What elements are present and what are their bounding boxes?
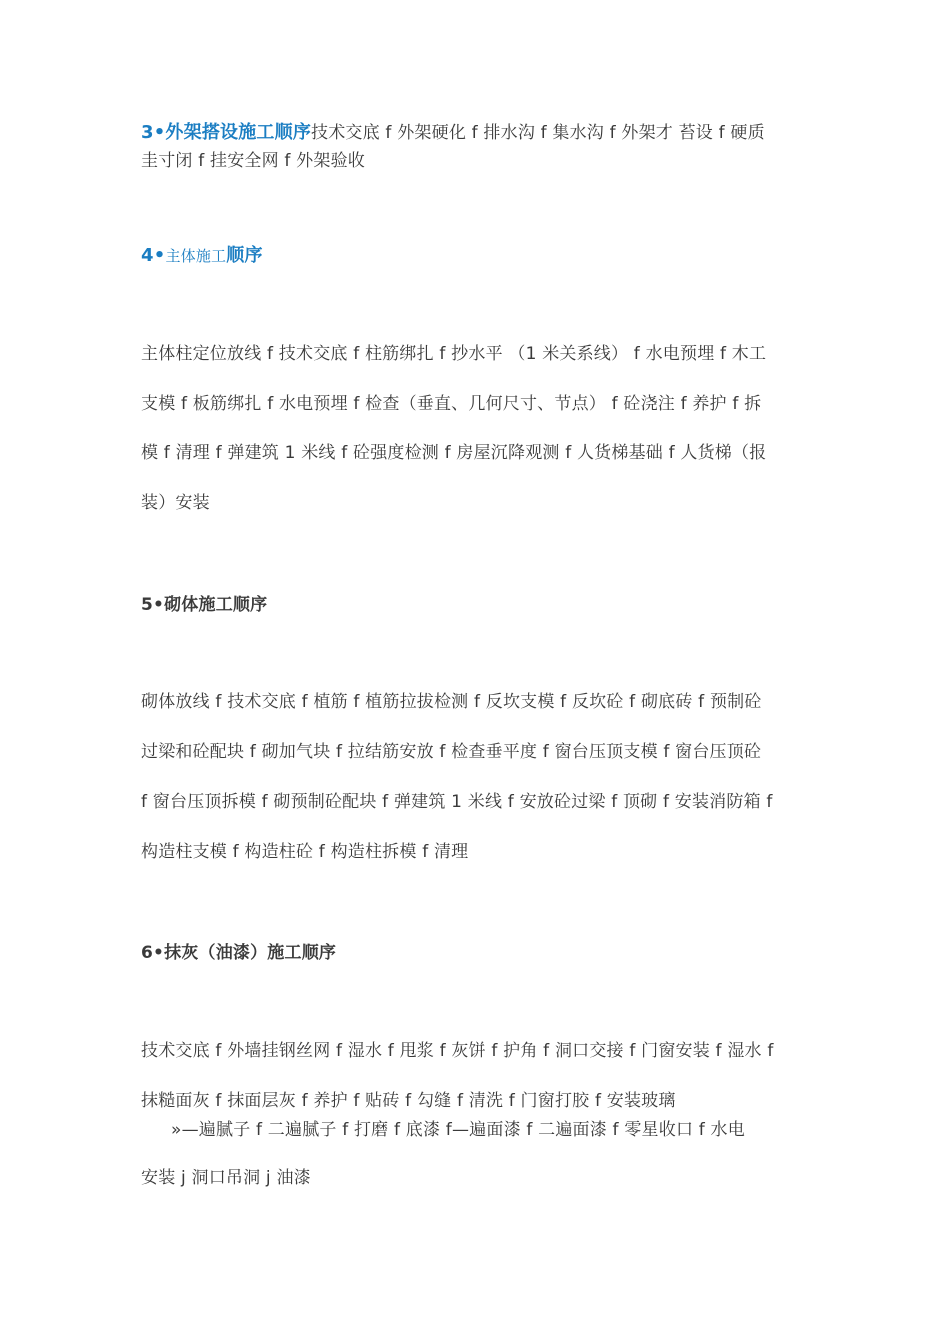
section-6-line-4: 安装 j 洞口吊洞 j 油漆	[141, 1168, 311, 1188]
section-3-heading: 3•外架搭设施工顺序	[141, 122, 312, 143]
section-5-heading: 5•砌体施工顺序	[141, 595, 268, 615]
section-6-line-1: 技术交底 f 外墙挂钢丝网 f 湿水 f 甩浆 f 灰饼 f 护角 f 洞口交接 f 门窗安装 f 湿水 f	[141, 1041, 774, 1061]
section-4-heading-num: 4•	[141, 245, 166, 266]
section-4-heading-rest: 顺序	[226, 245, 263, 266]
section-4-line-1: 主体柱定位放线 f 技术交底 f 柱筋绑扎 f 抄水平 （1 米关系线） f 水电预埋 f 木工	[141, 344, 767, 364]
section-4-line-4: 装）安装	[141, 493, 210, 513]
section-4-heading	[141, 244, 263, 268]
section-4-heading-small: 主体施工	[165, 247, 227, 265]
section-4-line-3: 模 f 清理 f 弹建筑 1 米线 f 砼强度检测 f 房屋沉降观测 f 人货梯基础 f 人货梯（报	[141, 443, 767, 463]
section-5-line-1: 砌体放线 f 技术交底 f 植筋 f 植筋拉拔检测 f 反坎支模 f 反坎砼 f 砌底砖 f 预制砼	[141, 692, 762, 712]
section-3-text-1: 技术交底 f 外架硬化 f 排水沟 f 集水沟 f 外架才 苔设 f 硬质	[311, 123, 765, 143]
section-6-line-3: »—遍腻子 f 二遍腻子 f 打磨 f 底漆 f—遍面漆 f 二遍面漆 f 零星收口 f 水电	[171, 1120, 745, 1140]
section-3-line-1	[141, 121, 765, 145]
section-5-line-4: 构造柱支模 f 构造柱砼 f 构造柱拆模 f 清理	[141, 842, 469, 862]
section-6-line-2: 抹糙面灰 f 抹面层灰 f 养护 f 贴砖 f 勾缝 f 清洗 f 门窗打胶 f 安装玻璃	[141, 1091, 676, 1111]
section-4-line-2: 支模 f 板筋绑扎 f 水电预埋 f 检查（垂直、几何尺寸、节点） f 砼浇注 f 养护 f 拆	[141, 394, 762, 414]
section-3-line-2: 圭寸闭 f 挂安全网 f 外架验收	[141, 151, 365, 171]
section-5-line-3: f 窗台压顶拆模 f 砌预制砼配块 f 弹建筑 1 米线 f 安放砼过梁 f 顶砌 f 安装消防箱 f	[141, 792, 773, 812]
section-6-heading: 6•抹灰（油漆）施工顺序	[141, 943, 337, 963]
section-5-line-2: 过梁和砼配块 f 砌加气块 f 拉结筋安放 f 检查垂平度 f 窗台压顶支模 f 窗台压顶砼	[141, 742, 762, 762]
